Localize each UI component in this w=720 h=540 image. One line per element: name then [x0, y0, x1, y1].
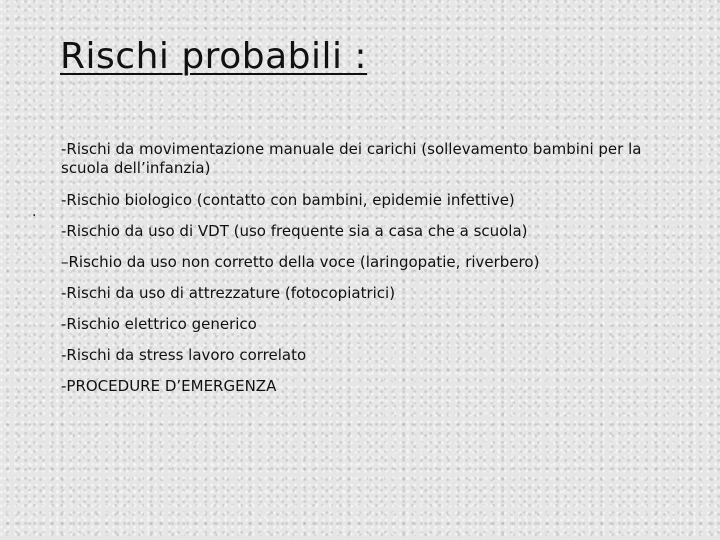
list-item: -PROCEDURE D’EMERGENZA: [61, 377, 277, 395]
slide-title: Rischi probabili :: [60, 36, 368, 77]
list-item: -Rischi da stress lavoro correlato: [61, 346, 307, 364]
list-item: -Rischio da uso di VDT (uso frequente sia a casa che a scuola): [61, 222, 528, 240]
list-item: -Rischi da uso di attrezzature (fotocopiatrici): [61, 284, 396, 302]
list-item: -Rischio elettrico generico: [61, 315, 257, 333]
list-item: -Rischi da movimentazione manuale dei carichi (sollevamento bambini per la scuola dell’infanzia): [61, 140, 642, 177]
list-item: –Rischio da uso non corretto della voce (laringopatie, riverbero): [61, 253, 540, 271]
bullet-marker: .: [32, 204, 37, 220]
risk-list: [61, 140, 671, 408]
list-item: -Rischio biologico (contatto con bambini, epidemie infettive): [61, 191, 515, 209]
